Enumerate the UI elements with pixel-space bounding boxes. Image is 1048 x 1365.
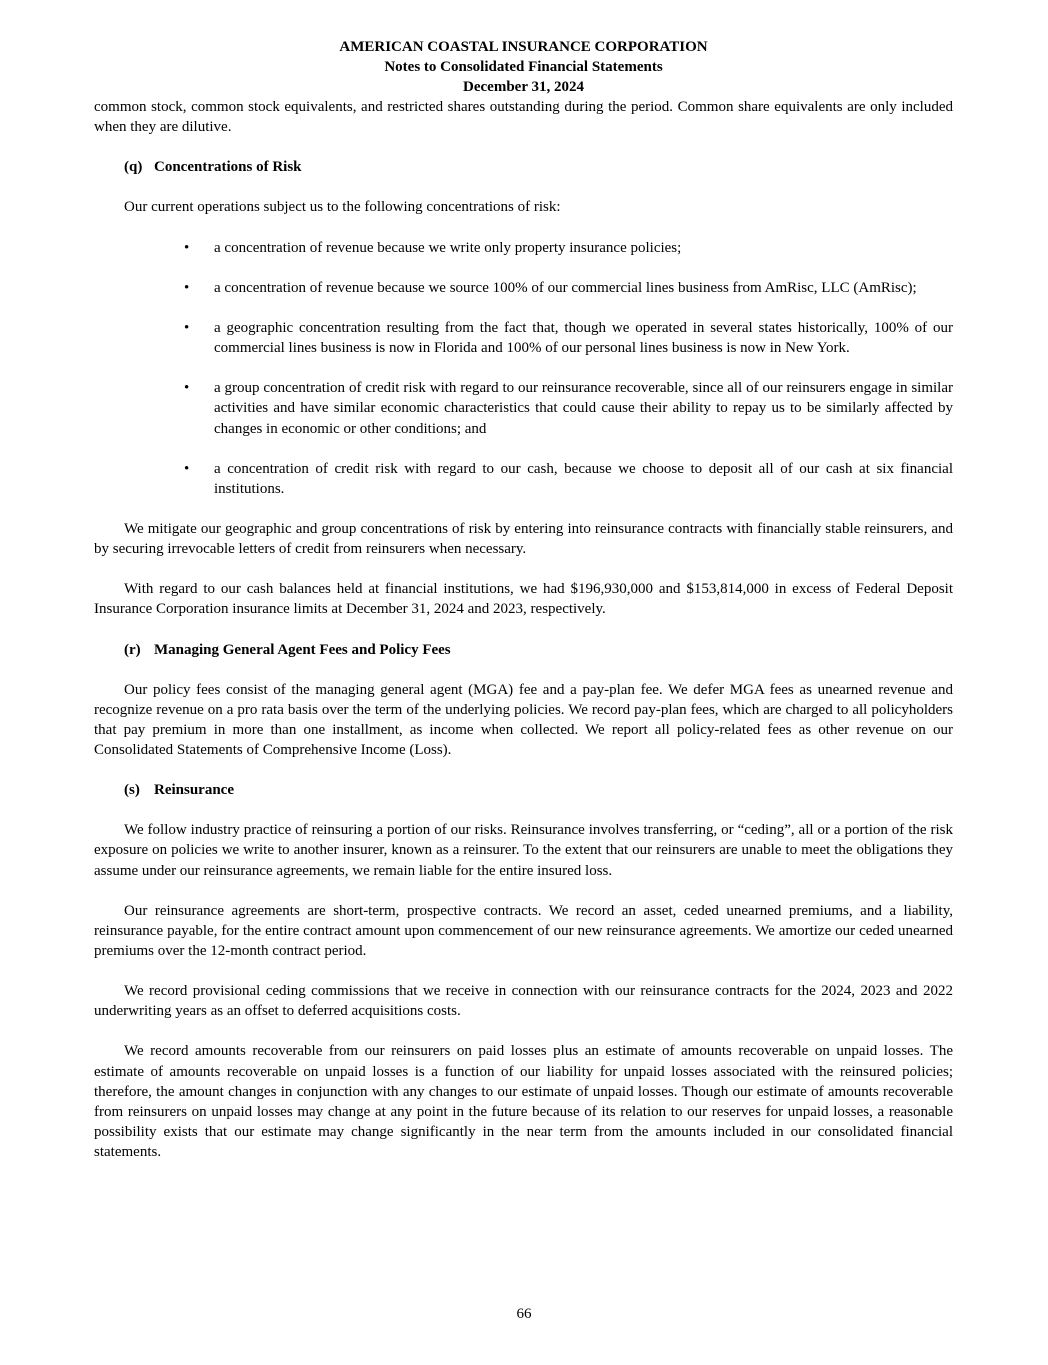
company-name: AMERICAN COASTAL INSURANCE CORPORATION [339, 39, 708, 55]
paragraph: We record provisional ceding commissions that we receive in connection with our reinsurance contracts for the 2024, 2023 and 2022 underwriting years as an offset to deferred acquisitions costs. [94, 983, 953, 1020]
page-number: 66 [516, 1306, 532, 1322]
section-label: (q) [124, 159, 143, 176]
bullet-text: a concentration of credit risk with regard to our cash, because we choose to deposit all of our cash at six financial institutions. [214, 460, 953, 497]
paragraph: Our current operations subject us to the following concentrations of risk: [124, 199, 561, 216]
bullet-text: a group concentration of credit risk with regard to our reinsurance recoverable, since all of our reinsurers engage in similar activities and have similar economic characteristics that could cause their ability to repay us to be similarly affected by changes in economic or other conditions; and [214, 380, 953, 437]
section-s-heading [124, 780, 953, 800]
document-date: December 31, 2024 [463, 79, 584, 95]
section-label: (s) [124, 782, 140, 799]
paragraph: With regard to our cash balances held at financial institutions, we had $196,930,000 and $153,814,000 in excess of Federal Deposit Insurance Corporation insurance limits at December 31, 2024 and 2023, respectively. [94, 581, 953, 618]
bullet-icon: • [184, 279, 190, 296]
paragraph: Our policy fees consist of the managing general agent (MGA) fee and a pay-plan fee. We defer MGA fees as unearned revenue and recognize revenue on a pro rata basis over the term of the underlying policies. We record pay-plan fees, which are charged to all policyholders that pay premium in more than one installment, as income when collected. We report all policy-related fees as other revenue on our Consolidated Statements of Comprehensive Income (Loss). [94, 681, 953, 758]
section-title: Reinsurance [154, 782, 234, 799]
document-subtitle: Notes to Consolidated Financial Statements [384, 59, 663, 75]
bullet-icon: • [184, 380, 190, 397]
bullet-text: a concentration of revenue because we source 100% of our commercial lines business from AmRisc, LLC (AmRisc); [214, 279, 917, 296]
intro-paragraph: common stock, common stock equivalents, and restricted shares outstanding during the period. Common share equivalents are only included when they are dilutive. [94, 99, 953, 136]
paragraph: We follow industry practice of reinsuring a portion of our risks. Reinsurance involves transferring, or “ceding”, all or a portion of the risk exposure on policies we write to another insurer, known as a reinsurer. To the extent that our reinsurers are unable to meet the obligations they assume under our reinsurance agreements, we remain liable for the entire insured loss. [94, 822, 953, 879]
bullet-text: a geographic concentration resulting from the fact that, though we operated in several states historically, 100% of our commercial lines business is now in Florida and 100% of our personal lines business is now in New York. [214, 320, 953, 357]
section-title: Concentrations of Risk [154, 159, 302, 176]
paragraph: Our reinsurance agreements are short-term, prospective contracts. We record an asset, ceded unearned premiums, and a liability, reinsurance payable, for the entire contract amount upon commencement of our new reinsurance agreements. We amortize our ceded unearned premiums over the 12-month contract period. [94, 902, 953, 959]
section-r-heading [124, 640, 953, 660]
document-body [94, 97, 953, 1162]
bullet-item [94, 318, 953, 358]
page [94, 37, 953, 1182]
paragraph: We record amounts recoverable from our reinsurers on paid losses plus an estimate of amounts recoverable on unpaid losses. The estimate of amounts recoverable on unpaid losses is a function of our liability for unpaid losses associated with the reinsured policies; therefore, the amount changes in conjunction with any changes to our estimate of unpaid losses. Though our estimate of amounts recoverable from reinsurers on unpaid losses may change at any point in the future because of its relation to our reserves for unpaid losses, a reasonable possibility exists that our estimate may change significantly in the near term from the amounts included in our consolidated financial statements. [94, 1043, 953, 1160]
section-title: Managing General Agent Fees and Policy Fees [154, 641, 451, 658]
bullet-item [94, 278, 953, 298]
section-label: (r) [124, 641, 141, 658]
bullet-item [94, 238, 953, 258]
bullet-icon: • [184, 239, 190, 256]
bullet-item [94, 459, 953, 499]
bullet-text: a concentration of revenue because we write only property insurance policies; [214, 239, 682, 256]
document-header [94, 37, 953, 97]
section-q-heading [124, 157, 953, 177]
bullet-icon: • [184, 320, 190, 337]
bullet-item [94, 378, 953, 438]
bullet-icon: • [184, 460, 190, 477]
paragraph: We mitigate our geographic and group concentrations of risk by entering into reinsurance contracts with financially stable reinsurers, and by securing irrevocable letters of credit from reinsurers when necessary. [94, 520, 953, 558]
